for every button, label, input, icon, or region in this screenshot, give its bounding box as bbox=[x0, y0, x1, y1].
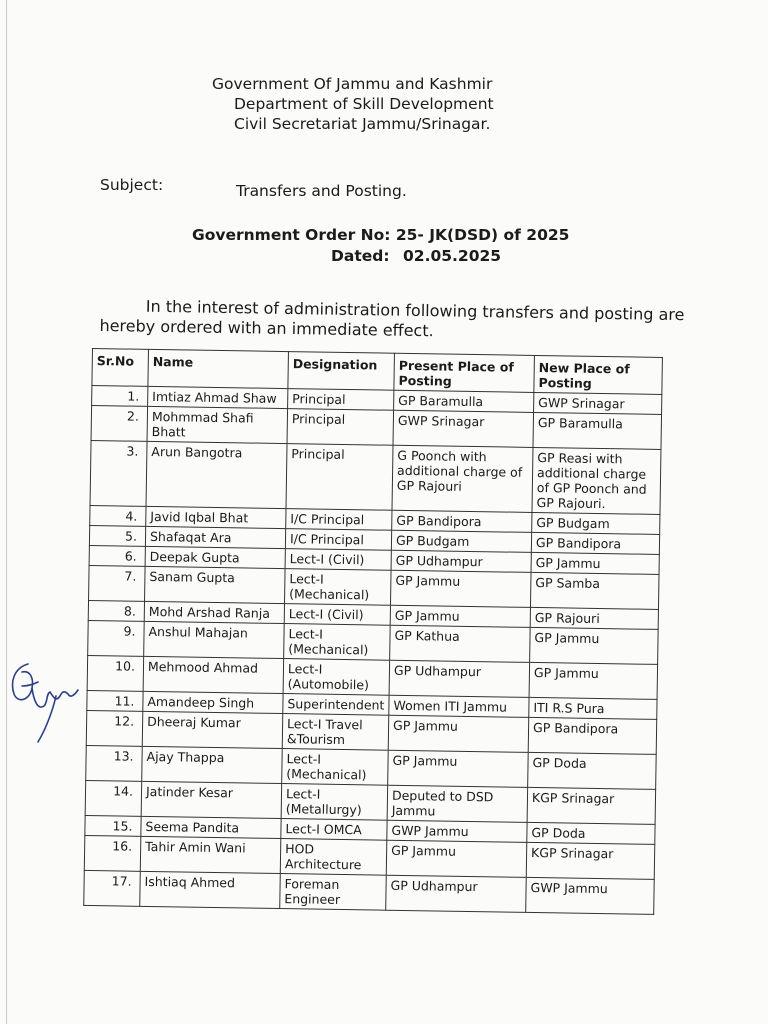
cell-present-place: GP Jammu bbox=[388, 750, 529, 787]
cell-designation: Lect-I (Mechanical) bbox=[284, 624, 391, 661]
cell-name: Jatinder Kesar bbox=[141, 781, 282, 818]
cell-sr-no: 11. bbox=[87, 690, 143, 711]
cell-sr-no: 3. bbox=[90, 440, 147, 506]
cell-designation: Lect-I Travel &Tourism bbox=[282, 714, 389, 751]
cell-present-place: G Poonch with additional charge of GP Rajouri bbox=[392, 445, 533, 512]
cell-present-place: GP Udhampur bbox=[386, 875, 527, 912]
intro-line-1: In the interest of administration following transfers and posting are bbox=[145, 296, 685, 325]
cell-designation: Lect-I (Metallurgy) bbox=[281, 784, 388, 821]
cell-new-place: GWP Srinagar bbox=[534, 392, 662, 414]
intro-line-2: hereby ordered with an immediate effect. bbox=[99, 315, 434, 341]
cell-name: Anshul Mahajan bbox=[144, 621, 285, 658]
cell-designation: Lect-I (Civil) bbox=[285, 549, 391, 571]
cell-sr-no: 9. bbox=[88, 620, 145, 656]
cell-present-place: GP Budgam bbox=[391, 530, 531, 552]
cell-name: Ajay Thappa bbox=[142, 746, 283, 783]
cell-new-place: GP Bandipora bbox=[528, 717, 657, 754]
handwritten-signature bbox=[4, 652, 84, 747]
cell-new-place: GP Jammu bbox=[531, 552, 659, 574]
cell-designation: HOD Architecture bbox=[280, 839, 387, 876]
transfer-table-wrapper bbox=[83, 348, 663, 915]
header-government: Government Of Jammu and Kashmir bbox=[212, 75, 493, 93]
cell-designation: Lect-I OMCA bbox=[281, 819, 387, 841]
cell-name: Amandeep Singh bbox=[143, 691, 283, 713]
cell-sr-no: 6. bbox=[89, 545, 145, 566]
cell-name: Sanam Gupta bbox=[145, 566, 286, 603]
header-secretariat: Civil Secretariat Jammu/Srinagar. bbox=[234, 115, 491, 133]
cell-name: Ishtiaq Ahmed bbox=[140, 871, 281, 908]
cell-present-place: GP Jammu bbox=[390, 605, 530, 627]
cell-present-place: GP Jammu bbox=[388, 715, 529, 752]
cell-sr-no: 10. bbox=[87, 655, 144, 691]
letterhead bbox=[212, 74, 494, 134]
table-row bbox=[90, 440, 661, 514]
cell-name: Imtiaz Ahmad Shaw bbox=[148, 386, 288, 408]
cell-new-place: ITI R.S Pura bbox=[529, 697, 657, 719]
cell-new-place: GWP Jammu bbox=[526, 877, 655, 914]
cell-sr-no: 1. bbox=[92, 386, 148, 407]
cell-name: Mehmood Ahmad bbox=[143, 656, 284, 693]
cell-designation: Principal bbox=[288, 389, 394, 411]
cell-name: Tahir Amin Wani bbox=[140, 836, 281, 873]
cell-designation: Lect-I (Mechanical) bbox=[285, 569, 392, 606]
cell-designation: Lect-I (Mechanical) bbox=[282, 749, 389, 786]
cell-designation: Principal bbox=[287, 409, 394, 446]
cell-sr-no: 2. bbox=[91, 406, 148, 442]
cell-sr-no: 16. bbox=[84, 835, 141, 871]
cell-designation: Foreman Engineer bbox=[280, 874, 387, 911]
cell-sr-no: 4. bbox=[90, 505, 146, 526]
cell-name: Dheeraj Kumar bbox=[142, 711, 283, 748]
cell-new-place: GP Budgam bbox=[532, 512, 660, 534]
cell-designation: Superintendent bbox=[283, 694, 389, 716]
cell-name: Deepak Gupta bbox=[145, 546, 285, 568]
cell-new-place: GP Doda bbox=[528, 752, 657, 789]
cell-sr-no: 5. bbox=[89, 525, 145, 546]
cell-designation: I/C Principal bbox=[286, 509, 392, 531]
cell-new-place: GP Jammu bbox=[529, 662, 658, 699]
cell-designation: Principal bbox=[286, 444, 393, 511]
cell-sr-no: 14. bbox=[85, 780, 142, 816]
cell-sr-no: 13. bbox=[86, 745, 143, 781]
order-date bbox=[331, 247, 501, 265]
cell-present-place: GP Jammu bbox=[390, 570, 531, 607]
cell-name: Seema Pandita bbox=[141, 816, 281, 838]
cell-designation: Lect-I (Automobile) bbox=[283, 659, 390, 696]
cell-name: Javid Iqbal Bhat bbox=[146, 506, 286, 528]
order-number: Government Order No: 25- JK(DSD) of 2025 bbox=[192, 226, 570, 244]
cell-sr-no: 15. bbox=[85, 815, 141, 836]
header-present-place: Present Place of Posting bbox=[394, 353, 535, 392]
cell-present-place: GP Udhampur bbox=[389, 660, 530, 697]
cell-present-place: GWP Srinagar bbox=[393, 410, 534, 447]
cell-present-place: GP Kathua bbox=[390, 625, 531, 662]
cell-new-place: GP Rajouri bbox=[530, 607, 658, 629]
cell-present-place: GWP Jammu bbox=[387, 820, 527, 842]
cell-new-place: KGP Srinagar bbox=[526, 842, 655, 879]
order-intro bbox=[99, 296, 700, 345]
cell-sr-no: 7. bbox=[89, 565, 146, 601]
cell-name: Mohd Arshad Ranja bbox=[144, 601, 284, 623]
cell-present-place: GP Udhampur bbox=[391, 550, 531, 572]
cell-new-place: GP Jammu bbox=[530, 627, 659, 664]
cell-new-place: KGP Srinagar bbox=[527, 787, 656, 824]
header-designation: Designation bbox=[288, 352, 395, 391]
cell-new-place: GP Bandipora bbox=[531, 532, 659, 554]
cell-new-place: GP Reasi with additional charge of GP Poonch and GP Rajouri. bbox=[532, 447, 661, 514]
cell-sr-no: 8. bbox=[88, 600, 144, 621]
subject-text: Transfers and Posting. bbox=[236, 182, 407, 200]
cell-present-place: GP Bandipora bbox=[392, 510, 532, 532]
header-new-place: New Place of Posting bbox=[534, 355, 663, 394]
transfer-table bbox=[83, 348, 663, 915]
cell-designation: Lect-I (Civil) bbox=[284, 604, 390, 626]
cell-name: Shafaqat Ara bbox=[145, 526, 285, 548]
cell-name: Mohmmad Shafi Bhatt bbox=[147, 406, 288, 443]
cell-present-place: Deputed to DSD Jammu bbox=[387, 785, 528, 822]
cell-present-place: Women ITI Jammu bbox=[389, 695, 529, 717]
cell-new-place: GP Doda bbox=[527, 822, 655, 844]
header-sr-no: Sr.No bbox=[92, 349, 149, 387]
cell-sr-no: 17. bbox=[84, 870, 141, 906]
cell-new-place: GP Samba bbox=[530, 572, 659, 609]
cell-present-place: GP Baramulla bbox=[394, 390, 534, 412]
cell-name: Arun Bangotra bbox=[146, 441, 287, 508]
cell-new-place: GP Baramulla bbox=[533, 412, 662, 449]
cell-sr-no: 12. bbox=[86, 710, 143, 746]
header-name: Name bbox=[148, 349, 289, 388]
page-edge-line bbox=[6, 0, 7, 1024]
subject-label: Subject: bbox=[100, 176, 164, 194]
order-date-value: 02.05.2025 bbox=[403, 247, 502, 265]
cell-present-place: GP Jammu bbox=[386, 840, 527, 877]
cell-designation: I/C Principal bbox=[285, 529, 391, 551]
header-department: Department of Skill Development bbox=[234, 95, 494, 113]
order-date-label: Dated: bbox=[331, 247, 390, 265]
